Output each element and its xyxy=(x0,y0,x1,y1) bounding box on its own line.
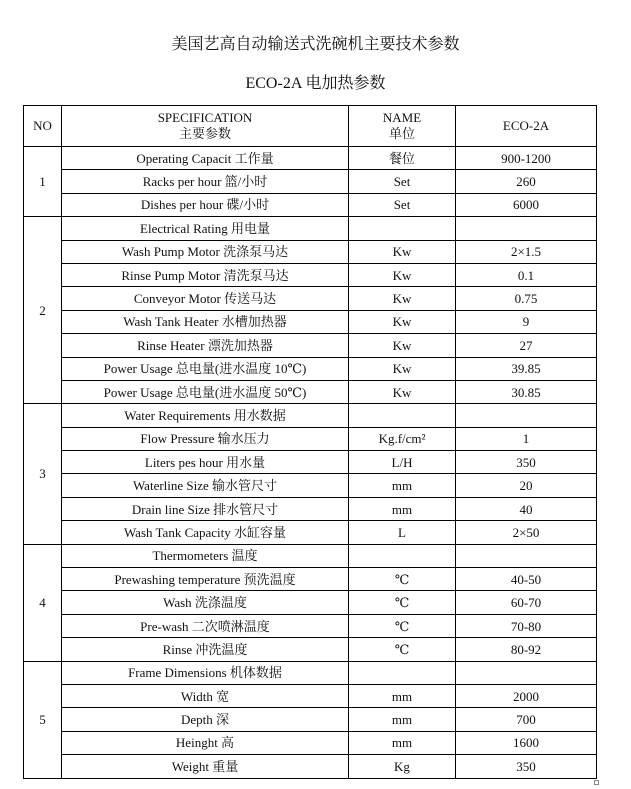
header-spec-cn: 主要参数 xyxy=(178,126,231,141)
value-cell: 260 xyxy=(456,170,597,193)
table-row xyxy=(24,263,597,286)
value-cell xyxy=(456,661,597,684)
spec-cell: Rinse Heater 漂洗加热器 xyxy=(62,334,349,357)
spec-cell: Frame Dimensions 机体数据 xyxy=(62,661,349,684)
table-row xyxy=(24,451,597,474)
value-cell xyxy=(456,404,597,427)
table-row xyxy=(24,731,597,754)
spec-cell: Waterline Size 输水管尺寸 xyxy=(62,474,349,497)
spec-cell: Power Usage 总电量(进水温度 50℃) xyxy=(62,380,349,403)
unit-cell: mm xyxy=(349,731,456,754)
header-name-en: NAME xyxy=(382,110,422,125)
unit-cell: Kw xyxy=(349,334,456,357)
spec-cell: Drain line Size 排水管尺寸 xyxy=(62,497,349,520)
unit-cell: Kw xyxy=(349,263,456,286)
header-specification xyxy=(62,106,349,147)
header-spec-en: SPECIFICATION xyxy=(157,110,253,125)
unit-cell: mm xyxy=(349,497,456,520)
table-row xyxy=(24,427,597,450)
spec-cell: Depth 深 xyxy=(62,708,349,731)
model-subtitle: ECO-2A 电加热参数 xyxy=(245,75,386,92)
spec-cell: Heinght 高 xyxy=(62,731,349,754)
unit-cell: ℃ xyxy=(349,638,456,661)
header-name-cn: 单位 xyxy=(388,126,415,141)
unit-cell: Kw xyxy=(349,380,456,403)
header-no: NO xyxy=(24,106,62,147)
spec-cell: Weight 重量 xyxy=(62,755,349,778)
unit-cell: mm xyxy=(349,708,456,731)
unit-cell: Set xyxy=(349,193,456,216)
table-row xyxy=(24,614,597,637)
unit-cell: Kg.f/cm² xyxy=(349,427,456,450)
spec-cell: Power Usage 总电量(进水温度 10℃) xyxy=(62,357,349,380)
group-number: 3 xyxy=(24,404,62,544)
spec-cell: Rinse Pump Motor 清洗泵马达 xyxy=(62,263,349,286)
table-row xyxy=(24,170,597,193)
value-cell: 40-50 xyxy=(456,568,597,591)
spec-cell: Pre-wash 二次喷淋温度 xyxy=(62,614,349,637)
table-row xyxy=(24,684,597,707)
unit-cell xyxy=(349,544,456,567)
table-row xyxy=(24,357,597,380)
table-row xyxy=(24,591,597,614)
unit-cell xyxy=(349,217,456,240)
spec-cell: Racks per hour 篮/小时 xyxy=(62,170,349,193)
unit-cell: Kw xyxy=(349,310,456,333)
value-cell: 20 xyxy=(456,474,597,497)
unit-cell: ℃ xyxy=(349,568,456,591)
unit-cell: Set xyxy=(349,170,456,193)
value-cell: 900-1200 xyxy=(456,147,597,170)
value-cell: 0.75 xyxy=(456,287,597,310)
spec-cell: Water Requirements 用水数据 xyxy=(62,404,349,427)
unit-cell: L xyxy=(349,521,456,544)
unit-cell: ℃ xyxy=(349,591,456,614)
table-row xyxy=(24,544,597,567)
spec-cell: Rinse 冲洗温度 xyxy=(62,638,349,661)
value-cell: 350 xyxy=(456,451,597,474)
table-header-row xyxy=(24,106,597,147)
value-cell: 6000 xyxy=(456,193,597,216)
value-cell: 40 xyxy=(456,497,597,520)
table-row xyxy=(24,755,597,778)
spec-cell: Electrical Rating 用电量 xyxy=(62,217,349,240)
value-cell: 9 xyxy=(456,310,597,333)
spec-cell: Liters pes hour 用水量 xyxy=(62,451,349,474)
corner-marker xyxy=(594,780,599,785)
table-row xyxy=(24,638,597,661)
table-row xyxy=(24,240,597,263)
unit-cell: mm xyxy=(349,684,456,707)
spec-cell: Wash Tank Heater 水槽加热器 xyxy=(62,310,349,333)
spec-table xyxy=(23,105,597,779)
unit-cell: mm xyxy=(349,474,456,497)
value-cell: 70-80 xyxy=(456,614,597,637)
unit-cell xyxy=(349,661,456,684)
unit-cell: L/H xyxy=(349,451,456,474)
unit-cell: 餐位 xyxy=(349,147,456,170)
unit-cell xyxy=(349,404,456,427)
spec-cell: Width 宽 xyxy=(62,684,349,707)
value-cell: 1600 xyxy=(456,731,597,754)
spec-cell: Wash Pump Motor 洗涤泵马达 xyxy=(62,240,349,263)
value-cell: 27 xyxy=(456,334,597,357)
spec-cell: Operating Capacit 工作量 xyxy=(62,147,349,170)
header-name xyxy=(349,106,456,147)
unit-cell: Kg xyxy=(349,755,456,778)
spec-cell: Dishes per hour 碟/小时 xyxy=(62,193,349,216)
value-cell: 0.1 xyxy=(456,263,597,286)
table-row xyxy=(24,474,597,497)
table-row xyxy=(24,193,597,216)
value-cell: 2×1.5 xyxy=(456,240,597,263)
table-row xyxy=(24,380,597,403)
unit-cell: Kw xyxy=(349,240,456,263)
spec-cell: Conveyor Motor 传送马达 xyxy=(62,287,349,310)
table-row xyxy=(24,708,597,731)
spec-cell: Thermometers 温度 xyxy=(62,544,349,567)
unit-cell: Kw xyxy=(349,287,456,310)
group-number: 1 xyxy=(24,147,62,217)
value-cell xyxy=(456,544,597,567)
value-cell: 350 xyxy=(456,755,597,778)
group-number: 5 xyxy=(24,661,62,778)
header-model: ECO-2A xyxy=(456,106,597,147)
table-row xyxy=(24,310,597,333)
unit-cell: ℃ xyxy=(349,614,456,637)
table-row xyxy=(24,497,597,520)
group-number: 2 xyxy=(24,217,62,404)
table-row xyxy=(24,661,597,684)
table-row xyxy=(24,334,597,357)
document-title: 美国艺高自动输送式洗碗机主要技术参数 xyxy=(171,36,460,53)
table-row xyxy=(24,568,597,591)
unit-cell: Kw xyxy=(349,357,456,380)
table-row xyxy=(24,287,597,310)
table-row xyxy=(24,521,597,544)
value-cell xyxy=(456,217,597,240)
group-number: 4 xyxy=(24,544,62,661)
table-row xyxy=(24,404,597,427)
value-cell: 700 xyxy=(456,708,597,731)
spec-cell: Wash 洗涤温度 xyxy=(62,591,349,614)
spec-cell: Flow Pressure 输水压力 xyxy=(62,427,349,450)
value-cell: 39.85 xyxy=(456,357,597,380)
value-cell: 30.85 xyxy=(456,380,597,403)
value-cell: 2000 xyxy=(456,684,597,707)
value-cell: 80-92 xyxy=(456,638,597,661)
value-cell: 1 xyxy=(456,427,597,450)
table-row xyxy=(24,147,597,170)
spec-cell: Prewashing temperature 预洗温度 xyxy=(62,568,349,591)
value-cell: 60-70 xyxy=(456,591,597,614)
value-cell: 2×50 xyxy=(456,521,597,544)
spec-cell: Wash Tank Capacity 水缸容量 xyxy=(62,521,349,544)
table-row xyxy=(24,217,597,240)
